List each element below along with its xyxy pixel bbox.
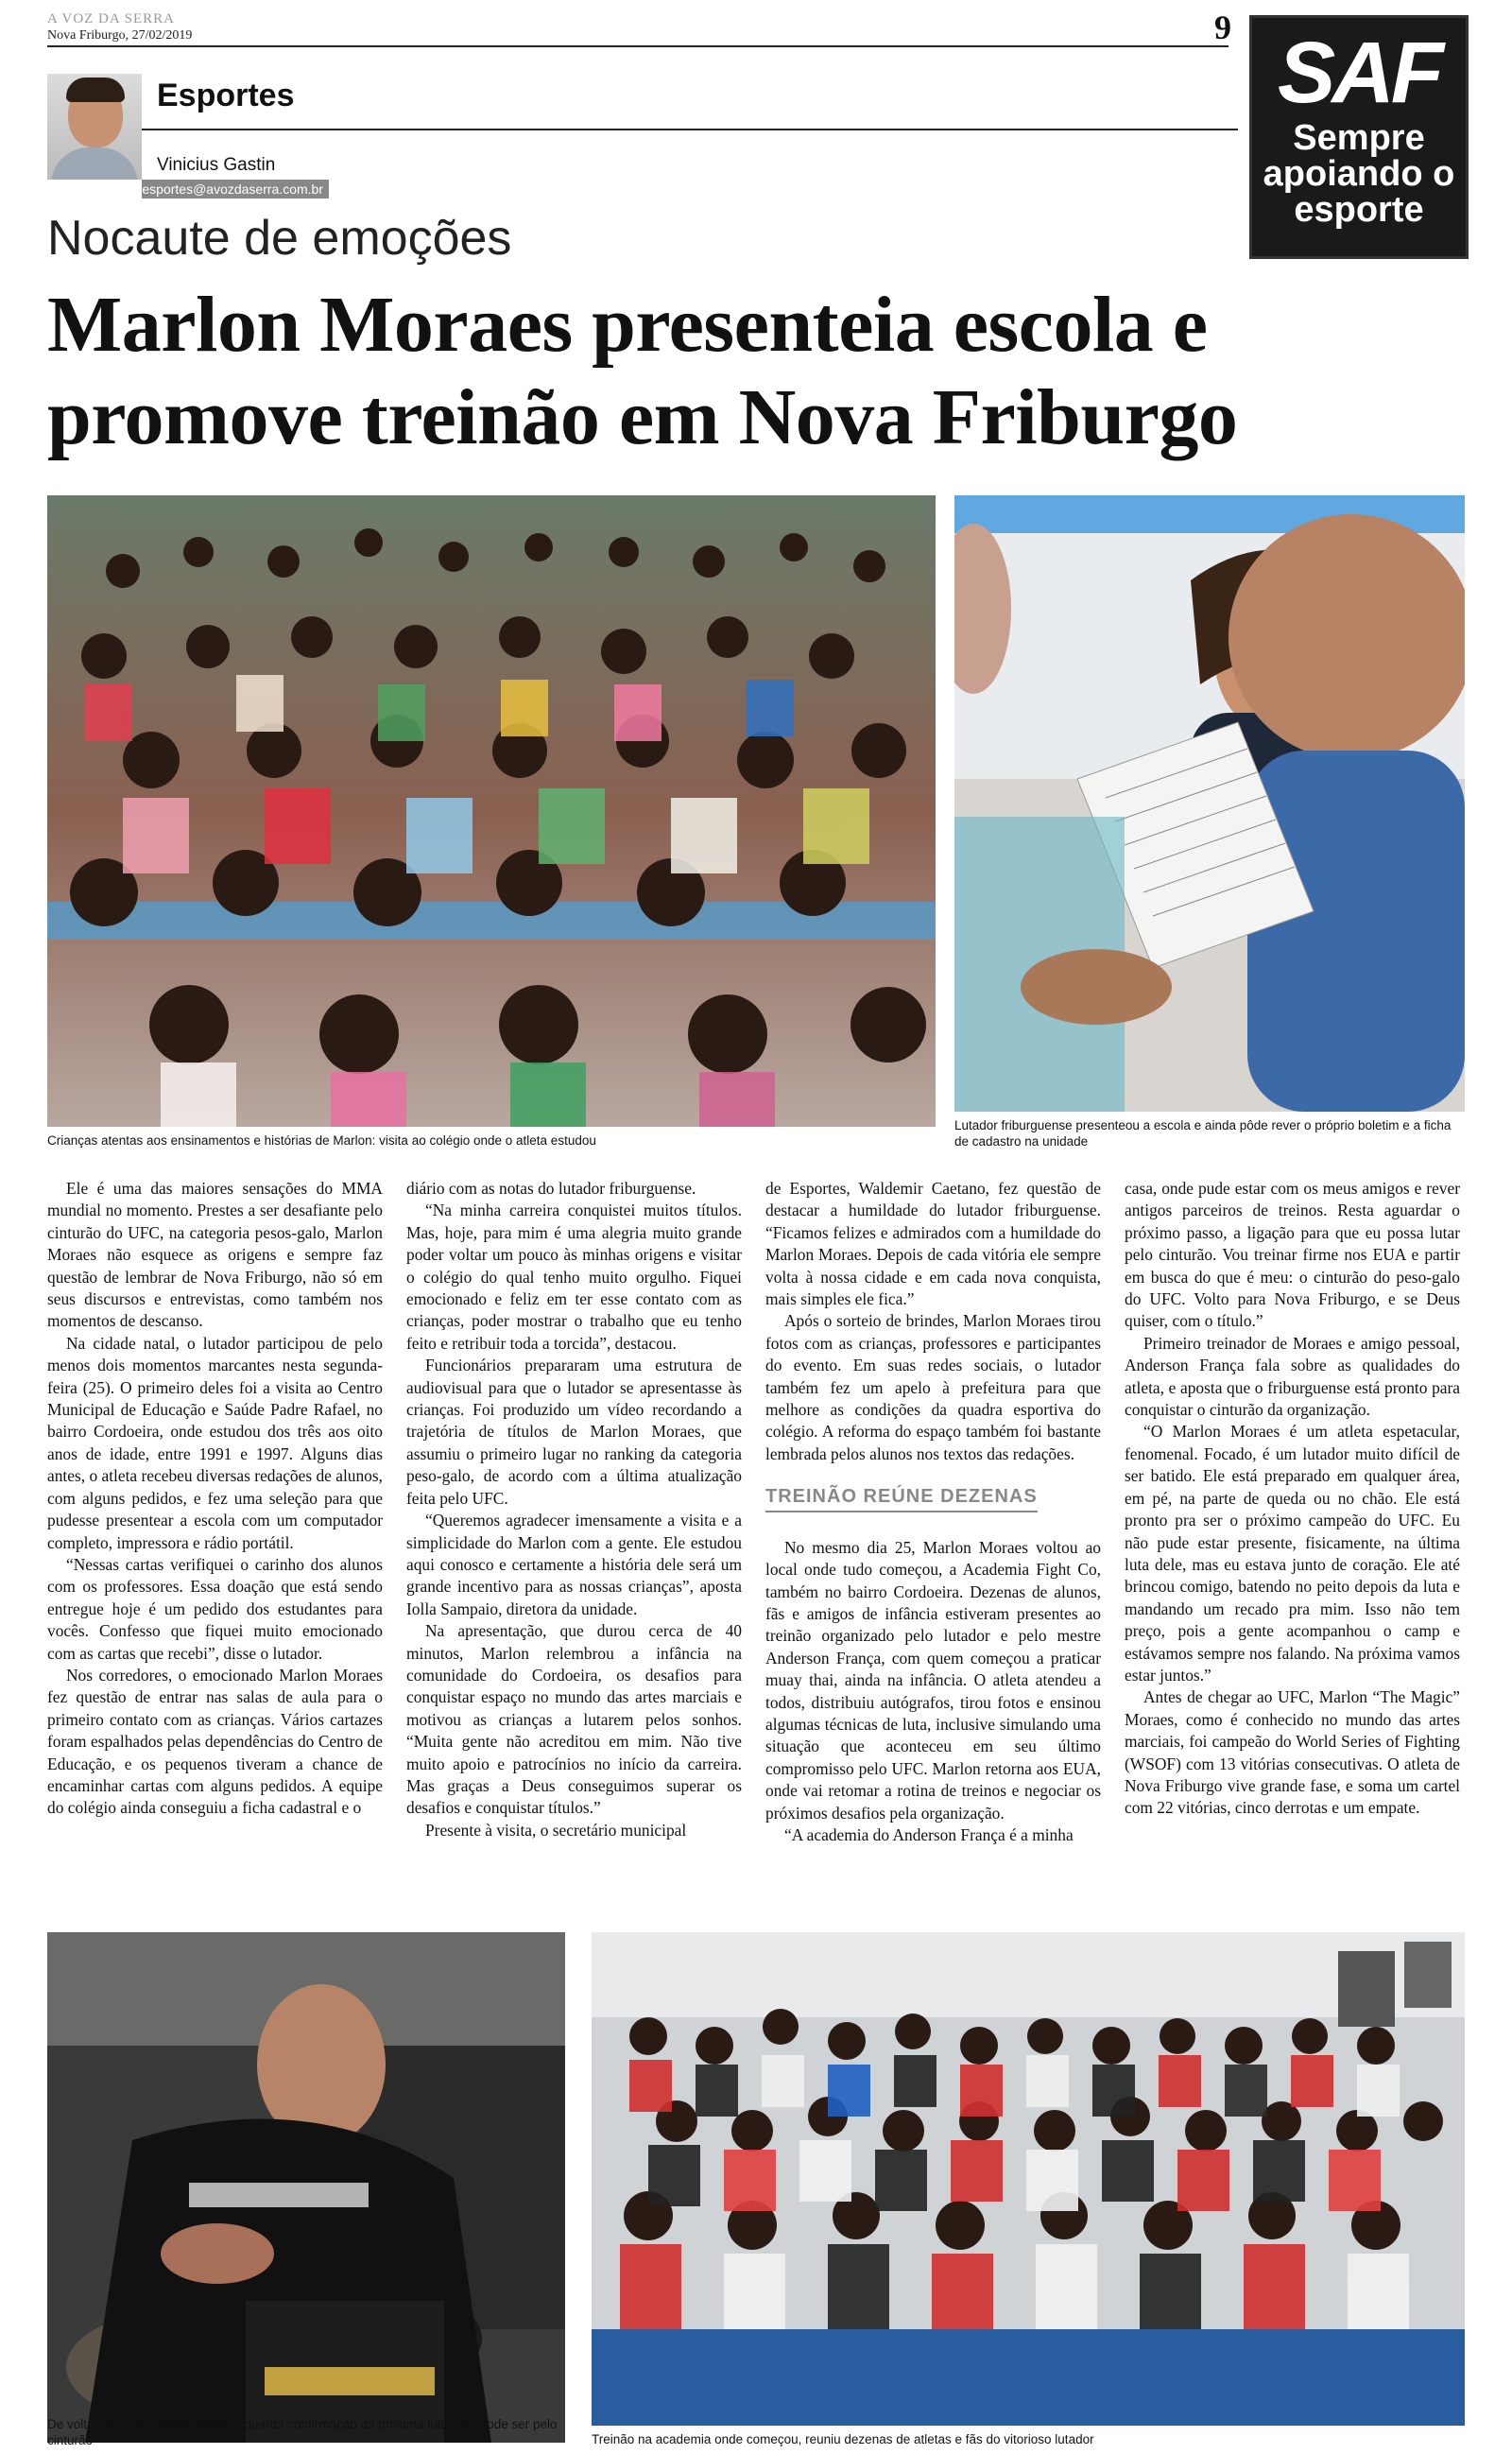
photo-report-card (954, 495, 1465, 1112)
newspaper-name: A VOZ DA SERRA (47, 11, 175, 26)
paragraph: “Nessas cartas verifiquei o carinho dos alunos com os professores. Essa doação que está sendo entregue hoje é um pedido dos estudantes para vocês. Confesso que fiquei muito emocionado com as cartas que recebi”, disse o lutador. (47, 1554, 383, 1663)
photo-group-caption: Treinão na academia onde começou, reuniu dezenas de atletas e fãs do vitorioso lutador (592, 2432, 1094, 2446)
photo-report-caption: Lutador friburguense presenteou a escola e ainda pôde rever o próprio boletim e a ficha de cadastro na unidade (954, 1118, 1452, 1149)
photo-fighter-portrait (47, 1932, 565, 2443)
photo-group-training (592, 1932, 1465, 2426)
paragraph: Após o sorteio de brindes, Marlon Moraes tirou fotos com as crianças, professores e participantes do evento. Em suas redes sociais, o lutador também fez um apelo à prefeitura para que melhore as condições da quadra esportiva do colégio. A reforma do espaço também foi bastante lembrada pelos alunos nos textos das redações. (765, 1311, 1101, 1463)
paragraph: de Esportes, Waldemir Caetano, fez questão de destacar a humildade do lutador friburguense. “Ficamos felizes e admirados com a humildade do Marlon Moraes. Depois de cada vitória ele sempre volta à nossa cidade e em cada nova conquista, mais simples ele fica.” (765, 1179, 1101, 1309)
author-name: Vinicius Gastin (157, 155, 276, 175)
article-headline: Marlon Moraes presenteia escola e promove treinão em Nova Friburgo (47, 281, 1238, 461)
sponsor-logo (1249, 15, 1469, 259)
paragraph: Ele é uma das maiores sensações do MMA mundial no momento. Prestes a ser desafiante pelo cinturão do UFC, na categoria pesos-galo, Marlon Moraes não esquece as origens e sempre faz questão de lembrar de Nova Friburgo, não só em seus discursos e entrevistas, como também nos momentos de descanso. (47, 1179, 383, 1331)
paragraph: Primeiro treinador de Moraes e amigo pessoal, Anderson França fala sobre as qualidades do atleta, e aposta que o friburguense está pronto para conquistar o cinturão da organização. (1125, 1333, 1460, 1420)
photo-fighter-caption: De volta aos EUA, agora Moraes aguarda confirmação da próxima luta, que pode ser pelo cinturão (47, 2417, 558, 2447)
sponsor-tagline-1: Sempre (1293, 118, 1425, 158)
paragraph: Antes de chegar ao UFC, Marlon “The Magic” Moraes, como é conhecido no mundo das artes marciais, foi campeão do World Series of Fighting (WSOF) com 13 vitórias consecutivas. O atleta de Nova Friburgo vive grande fase, e soma um cartel com 22 vitórias, cinco derrotas e um empate. (1125, 1687, 1460, 1818)
page-number: 9 (1214, 9, 1231, 46)
header-rule (47, 45, 1228, 47)
author-email[interactable]: esportes@avozdaserra.com.br (142, 180, 329, 199)
paragraph: “Queremos agradecer imensamente a visita e a simplicidade do Marlon com a gente. Ele estudou aqui conosco e certamente a história dele será um grande incentivo para as nossas crianças”, aposta Iolla Sampaio, diretora da unidade. (406, 1511, 742, 1618)
paragraph: “Na minha carreira conquistei muitos títulos. Mas, hoje, para mim é uma alegria muito grande poder voltar um pouco às minhas origens e visitar o colégio do qual tenho muito orgulho. Fiquei emocionado e feliz em ter esse contato com as crianças, poder mostrar o trabalho que eu tenho feito e retribuir toda a torcida”, destacou. (406, 1201, 742, 1353)
photo-children-audience (47, 495, 936, 1127)
paragraph: diário com as notas do lutador friburguense. (406, 1179, 696, 1198)
paragraph: No mesmo dia 25, Marlon Moraes voltou ao local onde tudo começou, a Academia Fight Co, também no bairro Cordoeira. Dezenas de alunos, fãs e amigos de infância estiveram presentes ao treinão organizado pelo lutador e pelo mestre Anderson França, com quem começou a praticar muay thai, ainda na infância. O atleta atendeu a todos, distribuiu autógrafos, tirou fotos e ensinou algumas técnicas de luta, inclusive simulando uma situação que aconteceu em seu último compromisso pelo UFC. Marlon retorna aos EUA, onde vai retomar a rotina de treinos e negociar os próximos desafios pela organização. (765, 1537, 1101, 1823)
article-column-1 (47, 1178, 383, 1820)
paragraph: Na cidade natal, o lutador participou de pelo menos dois momentos marcantes nesta segunda-feira (25). O primeiro deles foi a visita ao Centro Municipal de Educação e Saúde Padre Rafael, no bairro Cordoeira, onde estudou dos três aos oito anos de idade, entre 1991 e 1997. Alguns dias antes, o atleta recebeu diversas redações de alunos, com alguns pedidos, e fez uma seleção para que pudesse presentear a escola com um computador completo, impressora e rádio portátil. (47, 1333, 383, 1552)
paragraph: Na apresentação, que durou cerca de 40 minutos, Marlon relembrou a infância na comunidade do Cordoeira, os desafios para conquistar espaço no mundo das artes marciais e motivou as crianças a lutarem pelos sonhos. “Muita gente não acreditou em mim. Não tive muito apoio e patrocínios no início da carreira. Mas graças a Deus conseguimos superar os desafios e conquistar títulos.” (406, 1621, 742, 1818)
paragraph: “A academia do Anderson França é a minha (784, 1824, 1074, 1844)
paragraph: “O Marlon Moraes é um atleta espetacular, fenomenal. Focado, é um lutador muito difícil de ser batido. Ele está preparado em qualquer área, em pé, na parte de queda ou no chão. Ele está pronto pra ser o próximo campeão do UFC. Eu não pude estar presente, fisicamente, na última luta dele, mas eu estava junto de coração. Ele até brincou comigo, batendo no peito depois da luta e mandando um recado pra mim. Isso não tem preço, pois a gente acompanhou o camp e estávamos sempre nos falando. Na próxima vamos estar juntos.” (1125, 1422, 1460, 1685)
paragraph: Nos corredores, o emocionado Marlon Moraes fez questão de entrar nas salas de aula para o primeiro contato com as crianças. Vários cartazes foram espalhados pelas dependências do Centro de Educação, e os pequenos tiveram a chance de encaminhar cartas com alguns pedidos. A equipe do colégio ainda conseguiu a ficha cadastral e o (47, 1665, 383, 1818)
article-column-3 (765, 1178, 1101, 1846)
paragraph: casa, onde pude estar com os meus amigos e rever antigos parceiros de treinos. Resta aguardar o próximo passo, a ligação para que eu possa lutar pelo cinturão. Vou treinar firme nos EUA e partir em busca do que é meu: o cinturão do peso-galo do UFC. Volto para Nova Friburgo, e se Deus quiser, com o título.” (1125, 1179, 1460, 1331)
sponsor-title: SAF (1278, 25, 1440, 121)
article-kicker: Nocaute de emoções (47, 211, 512, 266)
paragraph: Presente à visita, o secretário municipal (425, 1820, 687, 1840)
author-avatar (47, 74, 142, 180)
paragraph: Funcionários prepararam uma estrutura de audiovisual para que o lutador se apresentasse às crianças. Foi produzido um vídeo recordando a trajetória de títulos de Marlon Moraes, que assumiu o primeiro lugar no ranking da categoria peso-galo, de acordo com a última atualização feita pelo UFC. (406, 1356, 742, 1508)
article-column-4 (1125, 1178, 1460, 1820)
article-subhead: TREINÃO REÚNE DEZENAS (765, 1486, 1038, 1512)
sponsor-tagline-2: apoiando o (1263, 154, 1455, 194)
issue-date: Nova Friburgo, 27/02/2019 (47, 28, 193, 43)
sponsor-tagline-3: esporte (1294, 190, 1424, 230)
photo-children-caption: Crianças atentas aos ensinamentos e histórias de Marlon: visita ao colégio onde o atleta estudou (47, 1133, 596, 1148)
section-title: Esportes (157, 78, 295, 113)
article-column-2 (406, 1178, 742, 1841)
section-rule (142, 129, 1238, 130)
